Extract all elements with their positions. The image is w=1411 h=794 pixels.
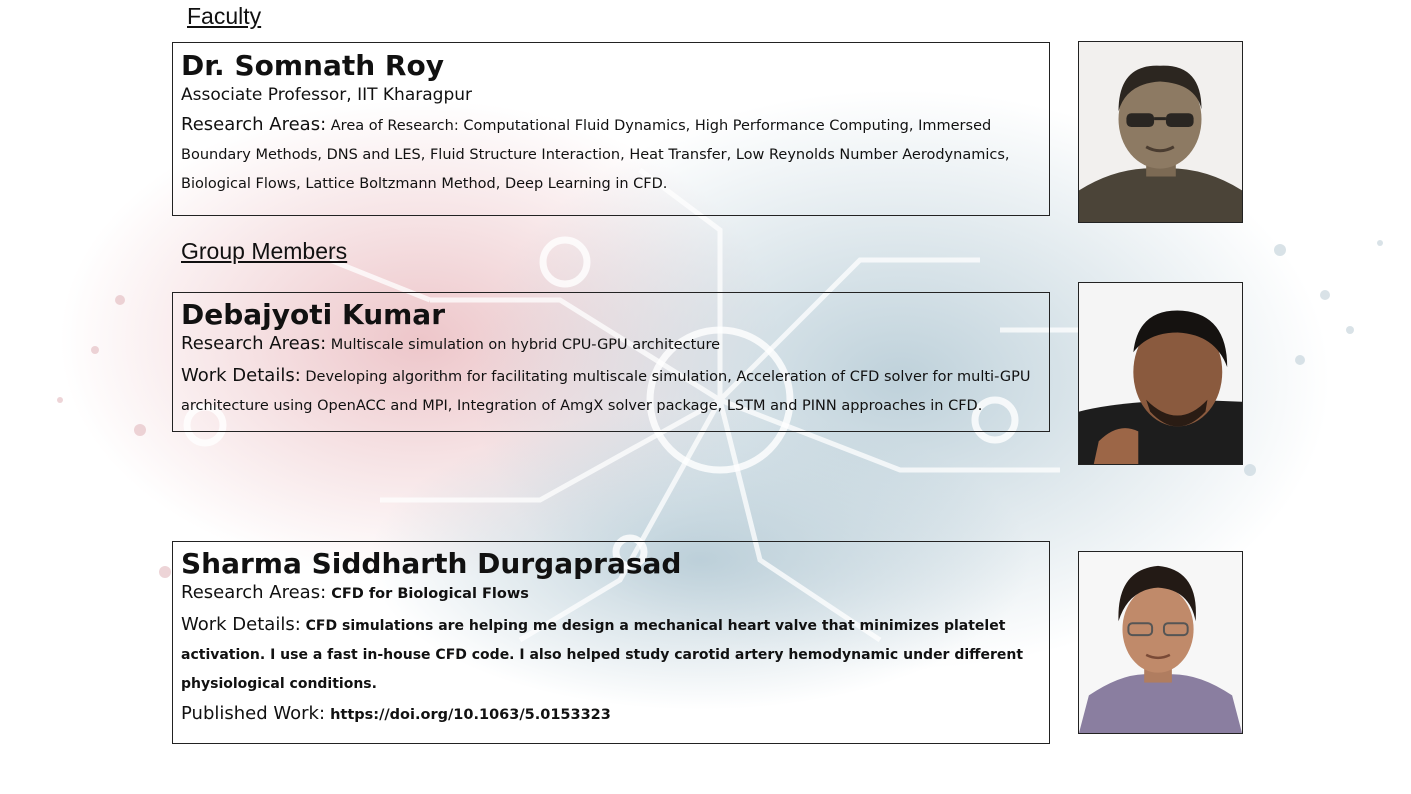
- member-name: Debajyoti Kumar: [181, 298, 446, 331]
- work-text: CFD simulations are helping me design a mechanical heart valve that minimizes platelet activation. I use a fast in-house CFD code. I also helped study carotid artery hemodynamic under different physiological conditions.: [181, 618, 1024, 692]
- member-work-details: [181, 610, 1041, 699]
- research-text: CFD for Biological Flows: [331, 586, 529, 602]
- member-name: Sharma Siddharth Durgaprasad: [181, 547, 682, 580]
- research-text: Area of Research: Computational Fluid Dynamics, High Performance Computing, Immersed Boundary Methods, DNS and LES, Fluid Structure Interaction, Heat Transfer, Low Reynolds Number Aerodynamics, Biological Flows, Lattice Boltzmann Method, Deep Learning in CFD.: [181, 118, 1010, 192]
- work-label: Work Details:: [181, 365, 301, 386]
- group-members-heading: Group Members: [181, 238, 348, 264]
- member-photo: [1078, 551, 1243, 734]
- work-label: Work Details:: [181, 614, 301, 635]
- work-text: Developing algorithm for facilitating multiscale simulation, Acceleration of CFD solver for multi-GPU architecture using OpenACC and MPI, Integration of AmgX solver package, LSTM and PINN approaches in CFD.: [181, 369, 1031, 414]
- faculty-card: [172, 42, 1050, 216]
- research-label: Research Areas:: [181, 333, 327, 354]
- member-research: [181, 331, 1041, 358]
- faculty-title: Associate Professor, IIT Kharagpur: [181, 85, 472, 105]
- published-label: Published Work:: [181, 703, 326, 724]
- faculty-photo: [1078, 41, 1243, 223]
- published-link[interactable]: https://doi.org/10.1063/5.0153323: [330, 707, 611, 723]
- research-label: Research Areas:: [181, 114, 327, 135]
- faculty-research: [181, 110, 1041, 199]
- member-research: [181, 580, 1041, 607]
- member-photo: [1078, 282, 1243, 465]
- member-card: [172, 541, 1050, 744]
- member-work-details: [181, 361, 1041, 421]
- research-text: Multiscale simulation on hybrid CPU-GPU architecture: [330, 337, 721, 353]
- faculty-heading: Faculty: [187, 3, 262, 29]
- research-label: Research Areas:: [181, 582, 327, 603]
- member-published-work: [181, 699, 1041, 730]
- faculty-name: Dr. Somnath Roy: [181, 49, 444, 82]
- member-card: [172, 292, 1050, 432]
